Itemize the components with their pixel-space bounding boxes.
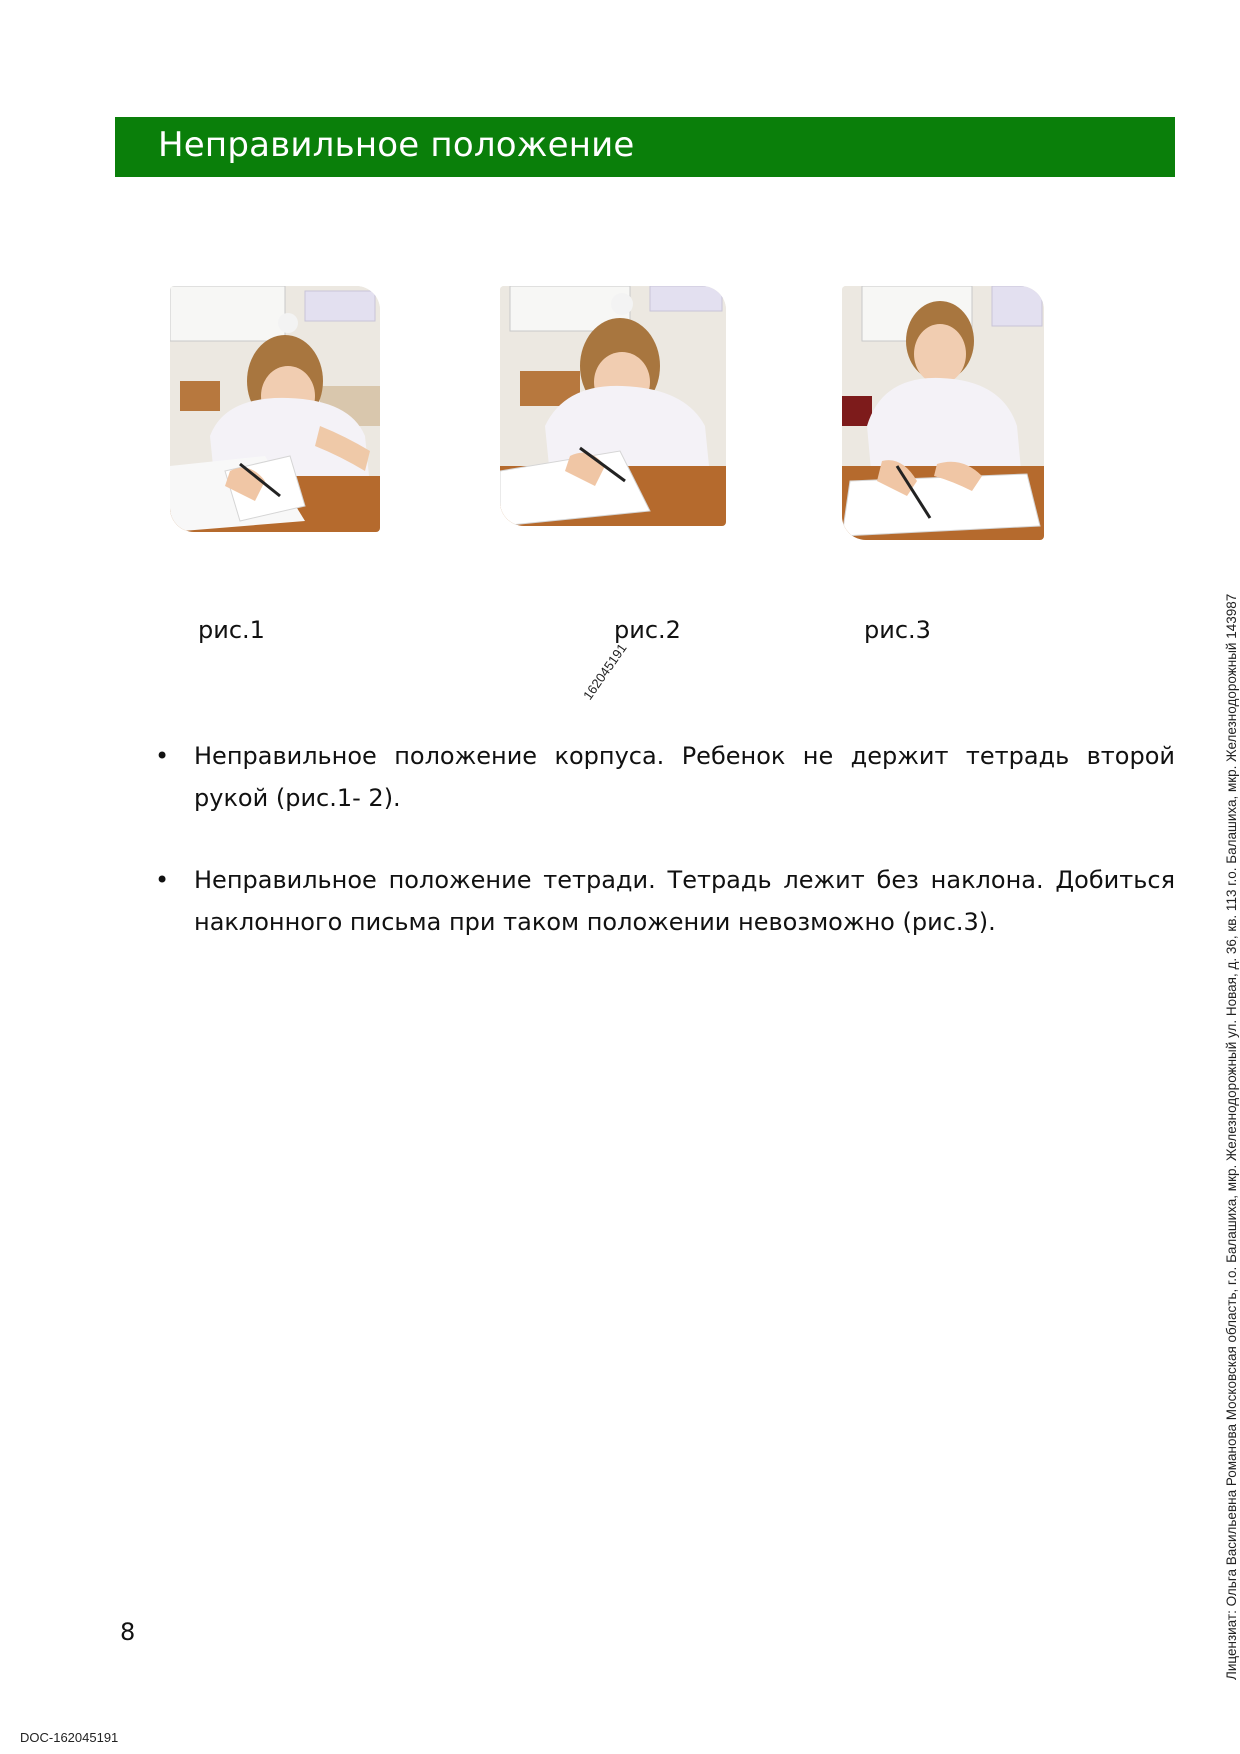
bullet-icon: • <box>155 866 170 894</box>
side-license-text: Лицензиат: Ольга Васильевна Романова Московская область, г.о. Балашиха, мкр. Железнодорожный ул. Новая, д. 36, кв. 113 г.о. Балашиха, мкр. Железнодорожный 143987 <box>1224 593 1239 1680</box>
caption-fig3: рис.3 <box>864 616 931 644</box>
list-item <box>155 735 1175 819</box>
page-number: 8 <box>120 1618 136 1646</box>
list-item <box>155 859 1175 943</box>
list-item-text: Неправильное положение тетради. Тетрадь лежит без наклона. Добиться наклонного письма при таком положении невозможно (рис.3). <box>194 866 1175 936</box>
photo-fig1 <box>170 286 380 532</box>
photo-fig1-illustration <box>170 286 380 532</box>
section-banner <box>115 117 1175 177</box>
caption-fig2: рис.2 <box>614 616 681 644</box>
section-title: Неправильное положение <box>158 125 635 165</box>
watermark-id: 162045191 <box>580 640 630 703</box>
list-item-text: Неправильное положение корпуса. Ребенок не держит тетрадь второй рукой (рис.1- 2). <box>194 742 1175 812</box>
photo-fig2-illustration <box>500 286 726 526</box>
photo-fig3-illustration <box>842 286 1044 540</box>
bullet-list <box>155 735 1175 943</box>
photo-fig2 <box>500 286 726 526</box>
bullet-icon: • <box>155 742 170 770</box>
doc-id: DOC-162045191 <box>20 1730 119 1745</box>
caption-fig1: рис.1 <box>198 616 265 644</box>
photo-fig3 <box>842 286 1044 540</box>
